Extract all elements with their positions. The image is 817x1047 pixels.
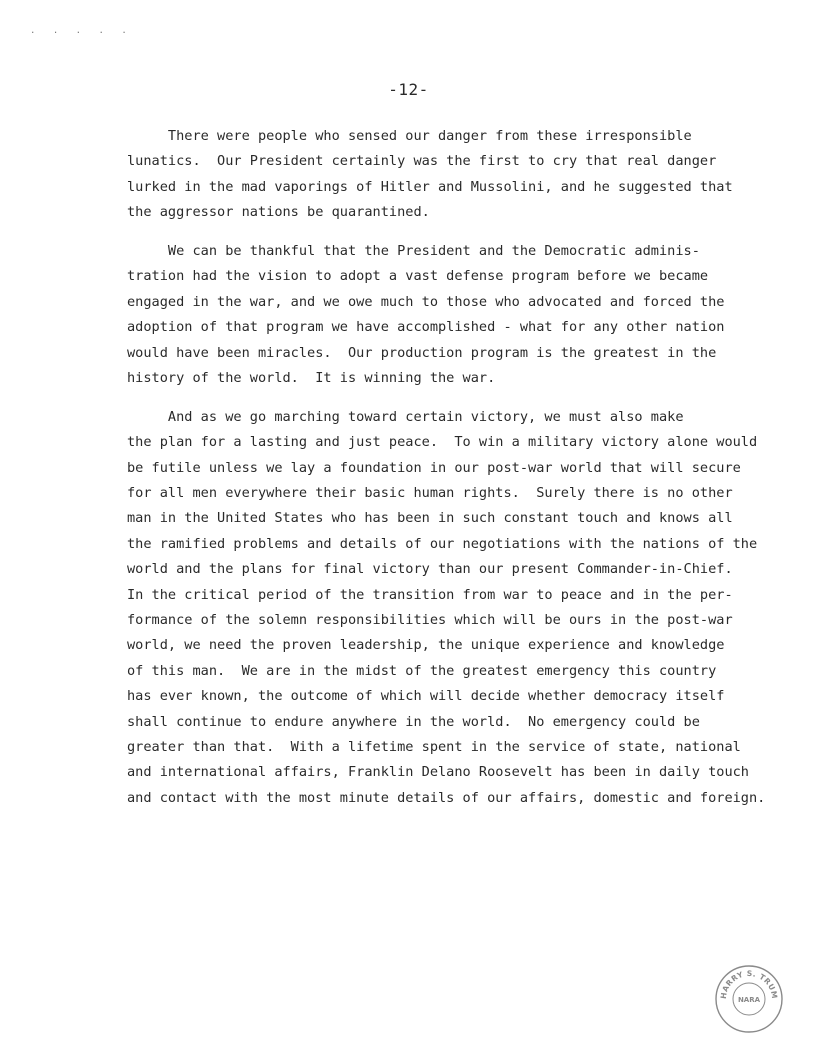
- text-line: and international affairs, Franklin Delano Roosevelt has been in daily touch: [127, 764, 749, 781]
- text-line: be futile unless we lay a foundation in our post-war world that will secure: [127, 459, 741, 476]
- text-line: has ever known, the outcome of which will decide whether democracy itself: [127, 688, 725, 705]
- svg-text:HARRY S. TRUMAN LIBRARY: [713, 963, 779, 999]
- paragraph-gap: [127, 226, 757, 240]
- page-number: -12-: [388, 80, 429, 99]
- paragraph: [127, 239, 757, 391]
- text-line: for all men everywhere their basic human rights. Surely there is no other: [127, 485, 733, 502]
- text-line: and contact with the most minute details of our affairs, domestic and foreign.: [127, 789, 766, 806]
- library-stamp: [713, 963, 785, 1035]
- paragraph: [127, 405, 766, 811]
- stamp-center-text: NARA: [737, 996, 761, 1004]
- text-line: We can be thankful that the President and the Democratic adminis-: [127, 243, 700, 260]
- text-line: adoption of that program we have accomplished - what for any other nation: [127, 319, 725, 336]
- library-seal-icon: [713, 963, 785, 1035]
- text-line: formance of the solemn responsibilities which will be ours in the post-war: [127, 612, 733, 629]
- text-line: tration had the vision to adopt a vast defense program before we became: [127, 268, 709, 285]
- text-line: the ramified problems and details of our negotiations with the nations of the: [127, 535, 758, 552]
- text-line: greater than that. With a lifetime spent in the service of state, national: [127, 738, 741, 755]
- text-line: There were people who sensed our danger from these irresponsible: [127, 128, 692, 144]
- text-line: the aggressor nations be quarantined.: [127, 204, 430, 221]
- margin-marks: . . . . .: [30, 26, 133, 36]
- body-text: [127, 124, 766, 811]
- text-line: engaged in the war, and we owe much to those who advocated and forced the: [127, 293, 725, 310]
- text-line: In the critical period of the transition from war to peace and in the per-: [127, 586, 733, 603]
- text-line: history of the world. It is winning the war.: [127, 370, 496, 387]
- text-line: the plan for a lasting and just peace. To win a military victory alone would: [127, 434, 758, 451]
- text-line: lunatics. Our President certainly was the first to cry that real danger: [127, 153, 717, 170]
- text-line: man in the United States who has been in such constant touch and knows all: [127, 510, 733, 527]
- paragraph-gap: [127, 391, 757, 405]
- text-line: world, we need the proven leadership, the unique experience and knowledge: [127, 637, 725, 654]
- text-line: world and the plans for final victory than our present Commander-in-Chief.: [127, 561, 733, 578]
- text-line: And as we go marching toward certain victory, we must also make: [127, 408, 684, 425]
- text-line: would have been miracles. Our production program is the greatest in the: [127, 344, 717, 361]
- text-line: of this man. We are in the midst of the greatest emergency this country: [127, 662, 717, 679]
- stamp-top-text: HARRY S. TRUM: [718, 968, 780, 1000]
- paragraph: [127, 124, 757, 226]
- text-line: lurked in the mad vaporings of Hitler and Mussolini, and he suggested that: [127, 178, 733, 195]
- text-line: shall continue to endure anywhere in the world. No emergency could be: [127, 713, 700, 730]
